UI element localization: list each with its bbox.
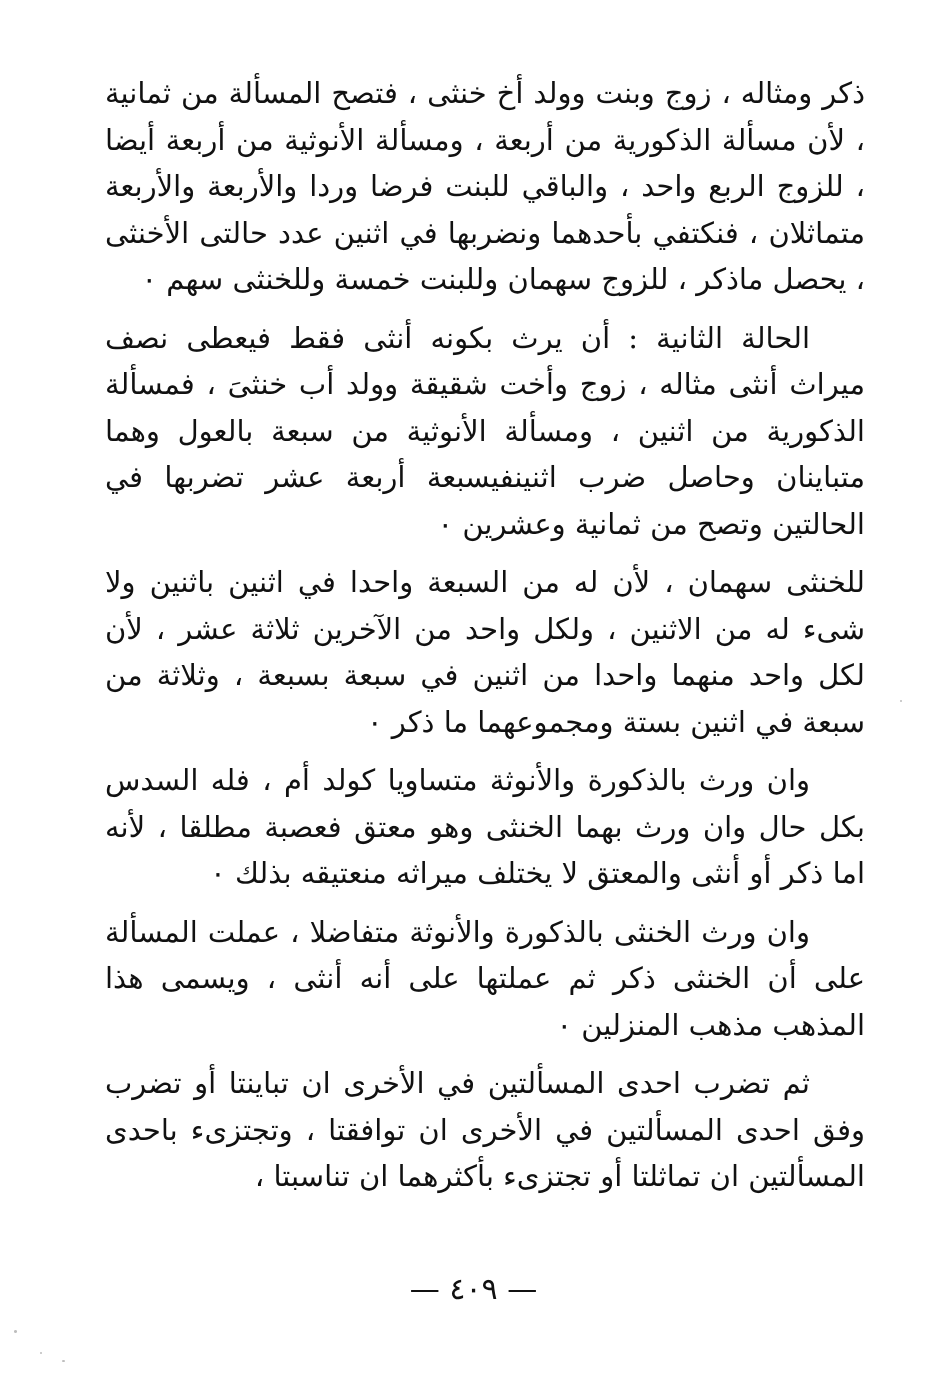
- paragraph-6: ثم تضرب احدى المسألتين في الأخرى ان تباينتا أو تضرب وفق احدى المسألتين في الأخرى ان توافقتا ، وتجتزىء باحدى المسألتين ان تماثلتا أو تجتزىء بأكثرهما ان تناسبتا ،: [105, 1066, 865, 1193]
- scan-speck: [62, 1360, 65, 1362]
- paragraph-4: وان ورث بالذكورة والأنوثة متساويا كولد أم ، فله السدس بكل حال وان ورث بهما الخنثى وهو معتق فعصبة مطلقا ، لأنه اما ذكر أو أنثى والمعتق لا يختلف ميراثه منعتيقه بذلك ٠: [105, 763, 865, 890]
- paragraph-2: الحالة الثانية : أن يرث بكونه أنثى فقط فيعطى نصف ميراث أنثى مثاله ، زوج وأخت شقيقة وولد أب خنثىَ ، فمسألة الذكورية من اثنين ، ومسألة الأنوثية من سبعة بالعول وهما متباينان وحاصل ضرب اثنينفيسبعة أربعة عشر تضربها في الحالتين وتصح من ثمانية وعشرين ٠: [105, 320, 865, 541]
- paragraph-1: ذكر ومثاله ، زوج وبنت وولد أخ خنثى ، فتصح المسألة من ثمانية ، لأن مسألة الذكورية من أربعة ، ومسألة الأنوثية من أربعة أيضا ، للزوج الربع واحد ، والباقي للبنت فرضا وردا والأربعة والأربعة متماثلان ، فنكتفي بأحدهما ونضربها في اثنين عدد حالتى الأخنثى ، يحصل ماذكر ، للزوج سهمان وللبنت خمسة وللخنثى سهم ٠: [105, 76, 865, 296]
- page-body-text: [105, 70, 865, 1212]
- scan-speck: [40, 1352, 42, 1354]
- paragraph-5: وان ورث الخنثى بالذكورة والأنوثة متفاضلا ، عملت المسألة على أن الخنثى ذكر ثم عملتها على أنه أنثى ، ويسمى هذا المذهب مذهب المنزلين ٠: [105, 914, 865, 1042]
- page-number: — ٤٠٩ —: [409, 1272, 538, 1307]
- paragraph-3: للخنثى سهمان ، لأن له من السبعة واحدا في اثنين باثنين ولا شىء له من الاثنين ، ولكل واحد من الآخرين ثلاثة عشر ، لأن لكل واحد منهما واحدا من اثنين في سبعة بسبعة ، وثلاثة من سبعة في اثنين بستة ومجموعهما ما ذكر ٠: [105, 565, 865, 739]
- scan-speck: [900, 700, 902, 702]
- scan-speck: [14, 1330, 17, 1333]
